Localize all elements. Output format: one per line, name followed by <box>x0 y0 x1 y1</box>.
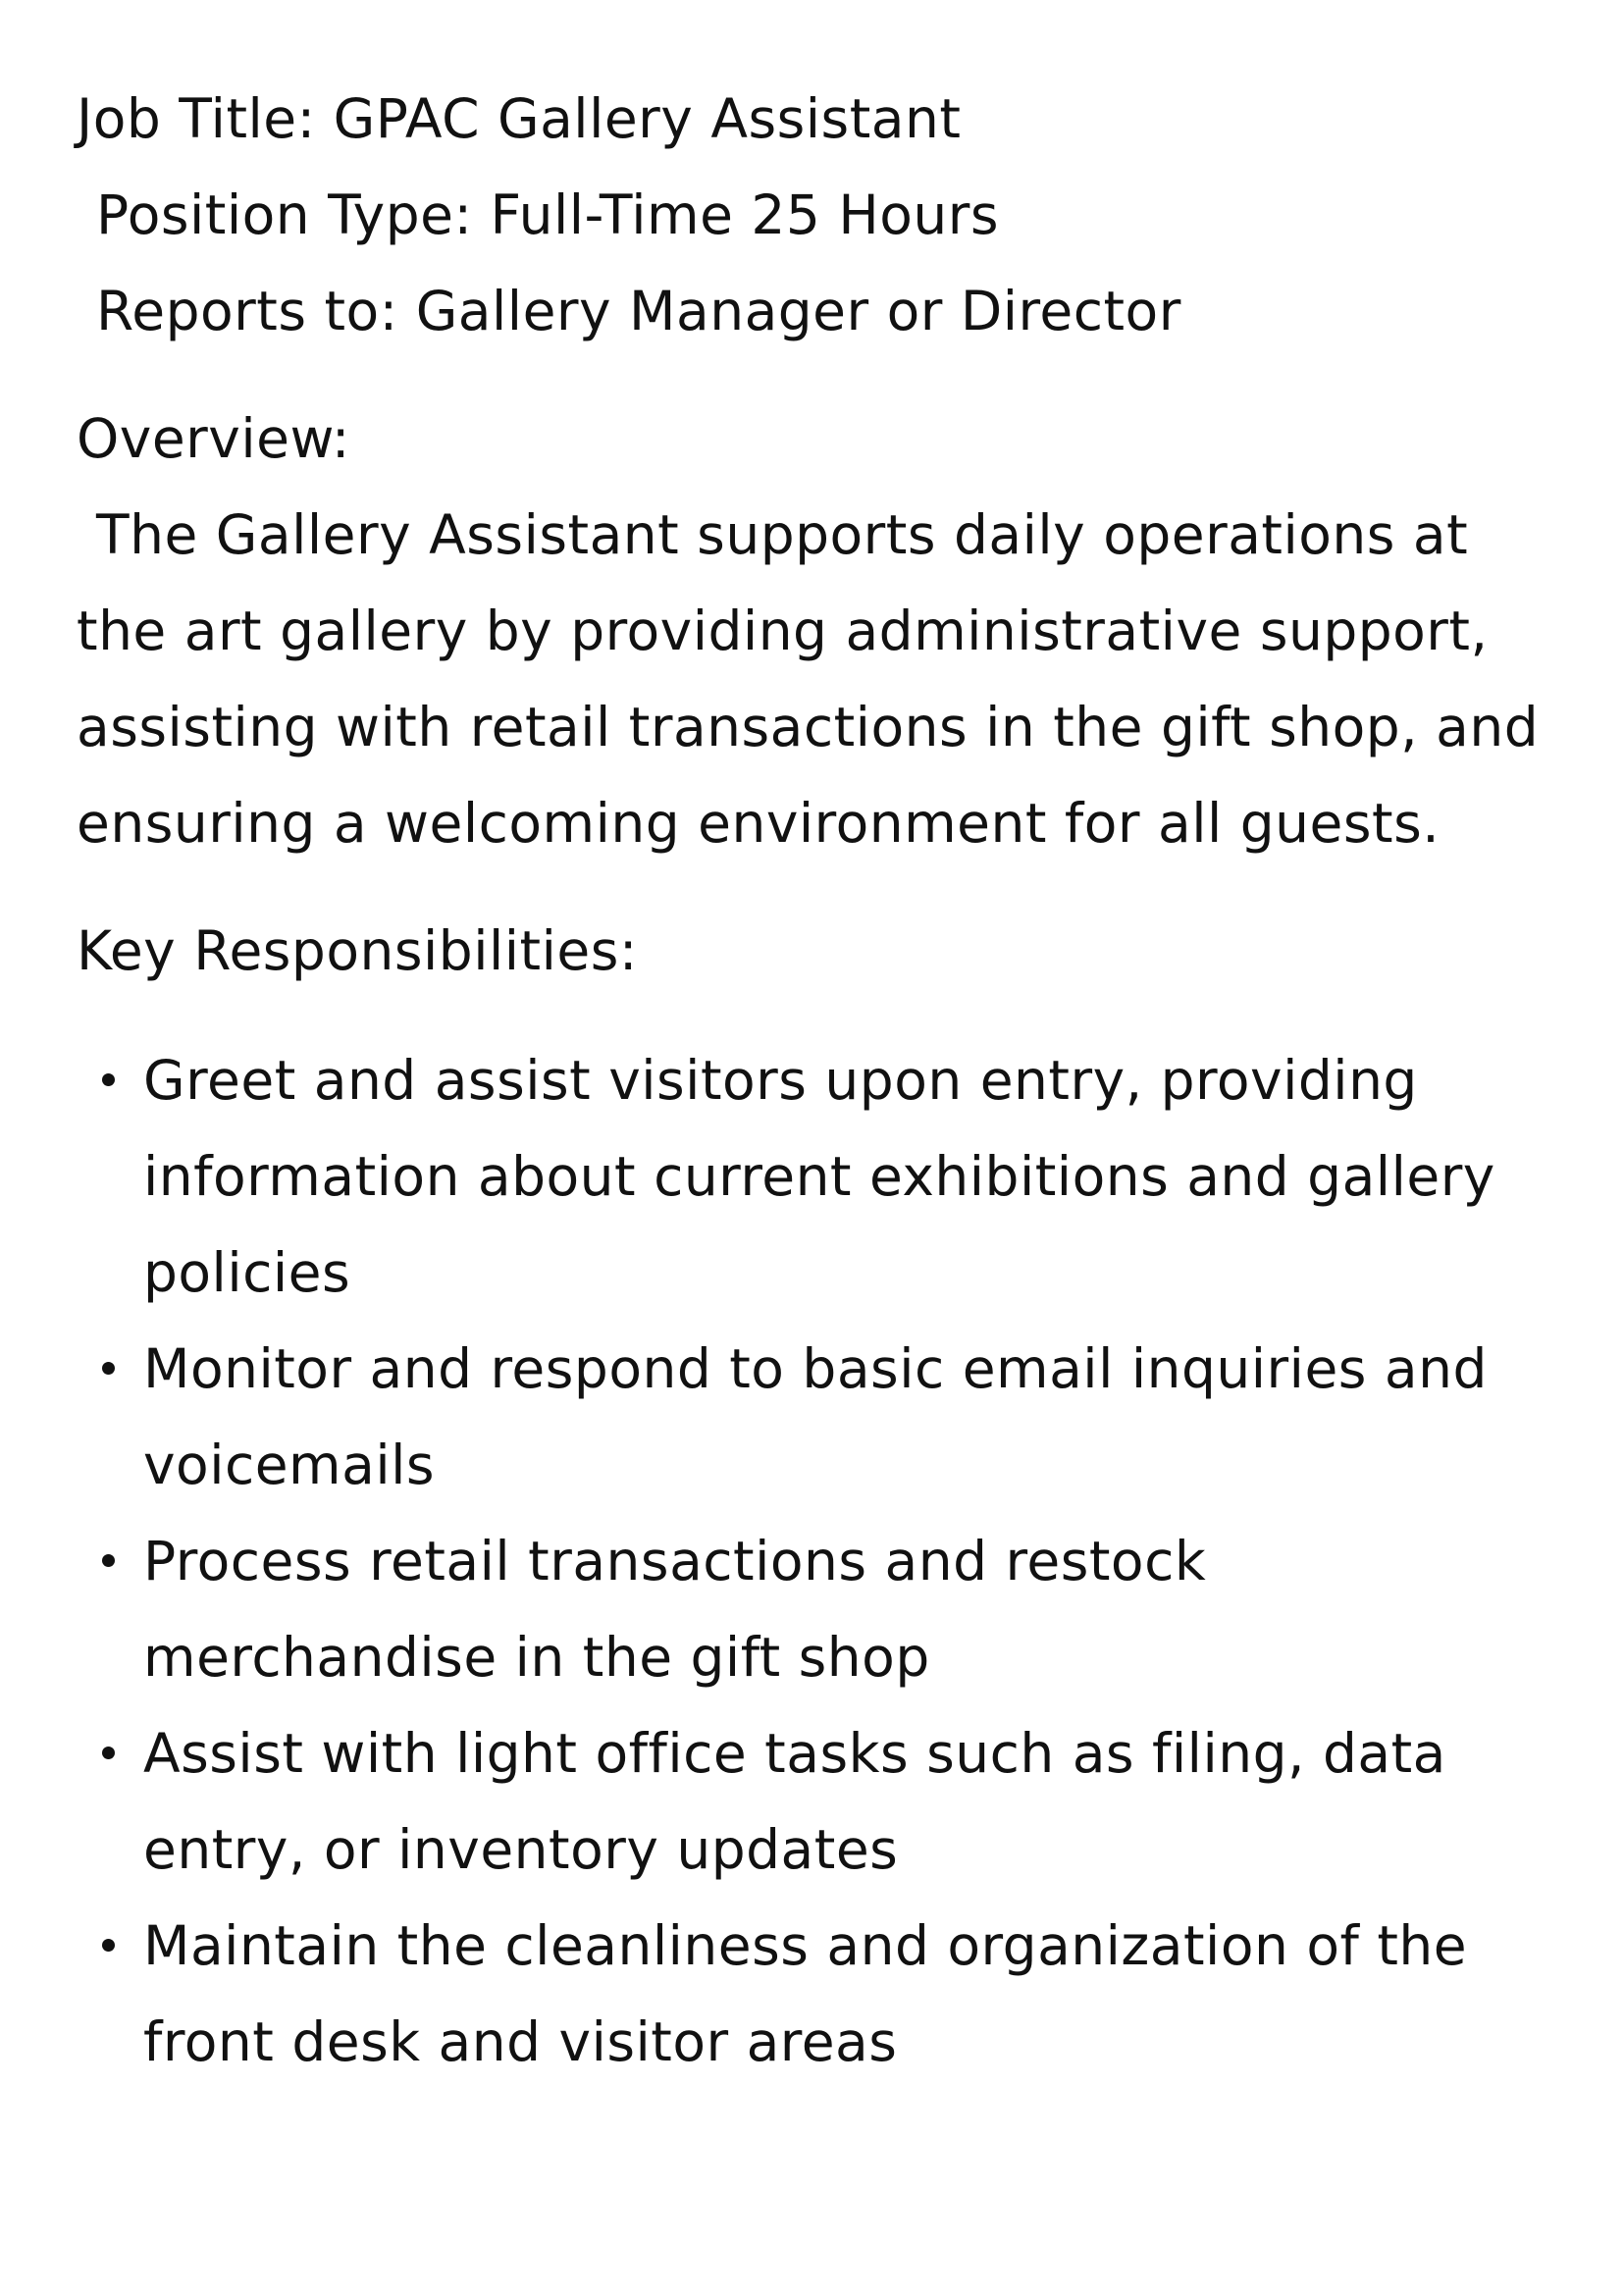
list-item-text: Monitor and respond to basic email inquiries and voicemails <box>143 1337 1488 1496</box>
bullet-icon <box>102 1939 115 1952</box>
list-item-text: Assist with light office tasks such as filing, data entry, or inventory updates <box>143 1722 1446 1881</box>
job-title: Job Title: GPAC Gallery Assistant <box>77 87 962 150</box>
list-item <box>77 1321 1568 1513</box>
overview-body: The Gallery Assistant supports daily operations at the art gallery by providing administrative support, assisting with retail transactions in the gift shop, and ensuring a welcoming environment for all guests. <box>77 503 1540 855</box>
list-item <box>77 1513 1568 1705</box>
overview-heading: Overview: <box>77 407 350 470</box>
reports-to: Reports to: Gallery Manager or Director <box>96 280 1181 342</box>
bullet-icon <box>102 1747 115 1759</box>
bullet-icon <box>102 1554 115 1567</box>
list-item-text: Greet and assist visitors upon entry, providing information about current exhibitions and gallery policies <box>143 1049 1495 1304</box>
responsibilities-list <box>77 1032 1568 2090</box>
bullet-icon <box>102 1362 115 1375</box>
position-type: Position Type: Full-Time 25 Hours <box>96 183 999 246</box>
list-item-text: Process retail transactions and restock merchandise in the gift shop <box>143 1530 1207 1689</box>
list-item <box>77 1032 1568 1321</box>
list-item <box>77 1898 1568 2090</box>
list-item <box>77 1705 1568 1898</box>
bullet-icon <box>102 1073 115 1086</box>
list-item-text: Maintain the cleanliness and organization of the front desk and visitor areas <box>143 1914 1468 2073</box>
responsibilities-heading: Key Responsibilities: <box>77 919 638 982</box>
